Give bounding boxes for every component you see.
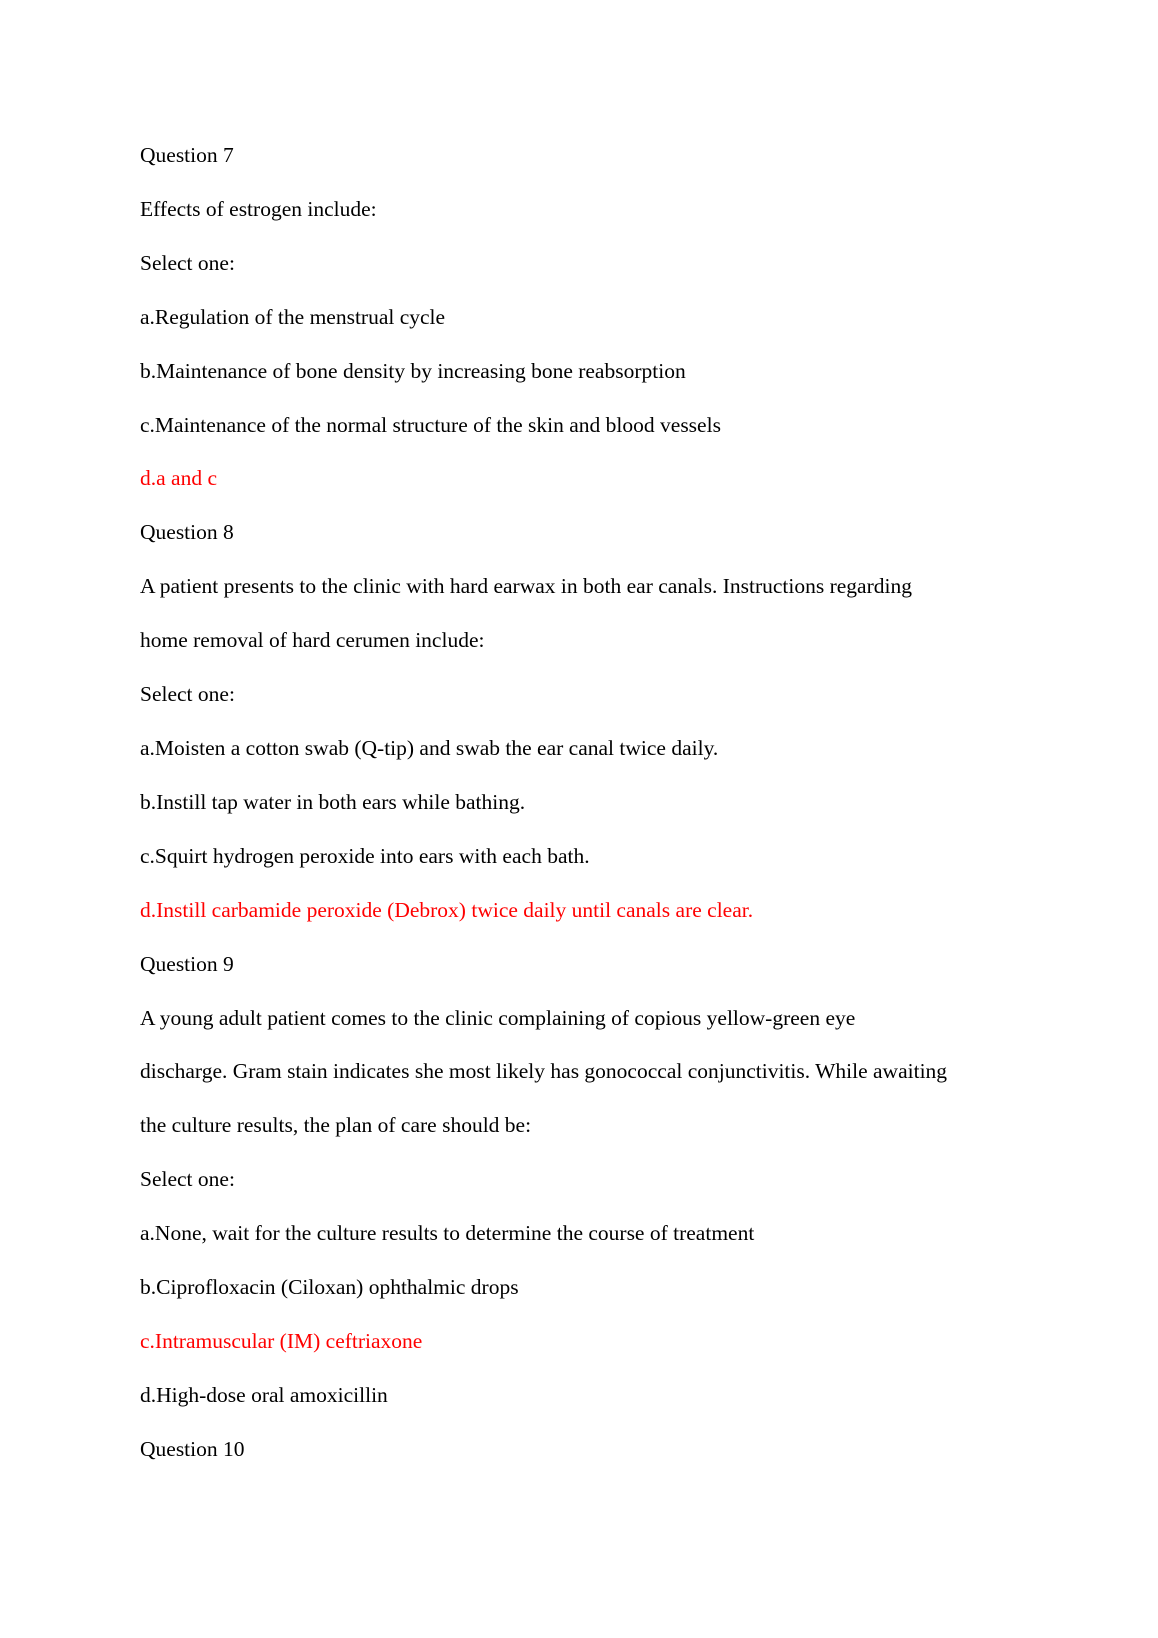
question-stem: Effects of estrogen include: xyxy=(140,196,377,221)
correct-answer-option-d: d.a and c xyxy=(140,466,218,491)
answer-option-c: c.Squirt hydrogen peroxide into ears with each bath. xyxy=(140,843,590,868)
question-stem: A young adult patient comes to the clinic complaining of copious yellow-green eye xyxy=(140,1005,856,1030)
answer-option-a: a.None, wait for the culture results to determine the course of treatment xyxy=(140,1221,755,1246)
answer-option-b: b.Instill tap water in both ears while bathing. xyxy=(140,789,526,814)
answer-option-d: d.High-dose oral amoxicillin xyxy=(140,1382,388,1407)
answer-option-b: b.Ciprofloxacin (Ciloxan) ophthalmic drops xyxy=(140,1275,519,1300)
answer-option-a: a.Regulation of the menstrual cycle xyxy=(140,304,446,329)
correct-answer-option-c: c.Intramuscular (IM) ceftriaxone xyxy=(140,1328,423,1353)
answer-option-a: a.Moisten a cotton swab (Q-tip) and swab the ear canal twice daily. xyxy=(140,735,719,760)
answer-option-c: c.Maintenance of the normal structure of the skin and blood vessels xyxy=(140,412,721,437)
question-heading: Question 8 xyxy=(140,520,234,545)
question-stem: A patient presents to the clinic with hard earwax in both ear canals. Instructions regarding xyxy=(140,574,912,599)
question-stem: discharge. Gram stain indicates she most likely has gonococcal conjunctivitis. While awaiting xyxy=(140,1059,948,1084)
select-one-prompt: Select one: xyxy=(140,250,235,275)
question-heading: Question 7 xyxy=(140,143,234,167)
question-heading: Question 9 xyxy=(140,951,234,976)
question-stem: the culture results, the plan of care should be: xyxy=(140,1113,532,1138)
select-one-prompt: Select one: xyxy=(140,682,235,707)
question-stem: home removal of hard cerumen include: xyxy=(140,628,485,653)
quiz-content xyxy=(140,129,1040,1477)
correct-answer-option-d: d.Instill carbamide peroxide (Debrox) twice daily until canals are clear. xyxy=(140,897,754,922)
question-heading: Question 10 xyxy=(140,1436,245,1461)
select-one-prompt: Select one: xyxy=(140,1167,235,1192)
answer-option-b: b.Maintenance of bone density by increasing bone reabsorption xyxy=(140,358,686,383)
